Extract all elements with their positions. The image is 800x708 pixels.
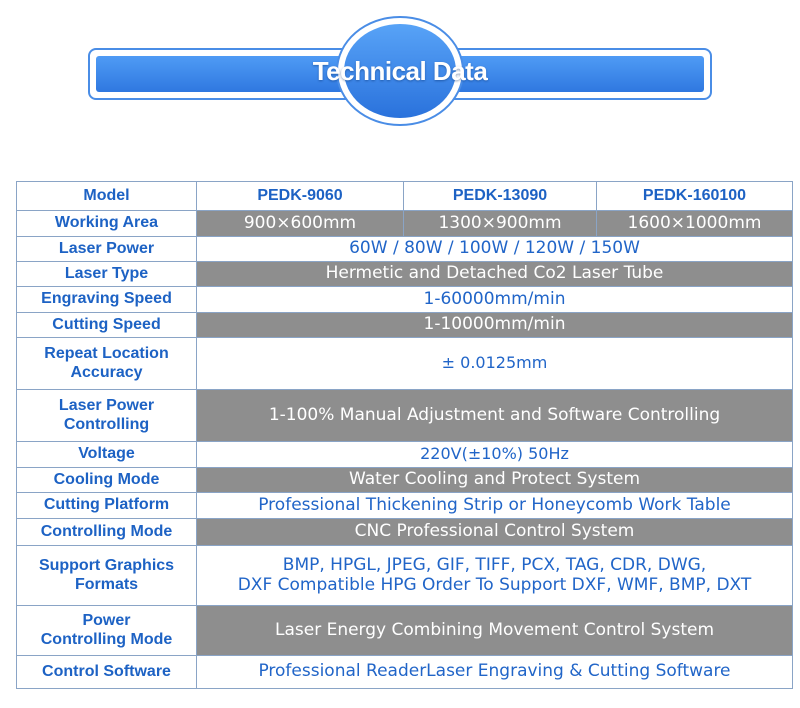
row-repeat-location [17, 338, 793, 390]
controlling-mode-value: CNC Professional Control System [197, 519, 793, 546]
row-laser-type [17, 262, 793, 287]
row-label-line1: Support Graphics [38, 557, 175, 575]
row-cutting-platform [17, 493, 793, 519]
repeat-location-value: ± 0.0125mm [197, 338, 793, 390]
laser-power-value: 60W / 80W / 100W / 120W / 150W [197, 237, 793, 262]
row-voltage [17, 442, 793, 468]
row-label-line1: Repeat Location [44, 345, 169, 363]
graphics-formats-line1: BMP, HPGL, JPEG, GIF, TIFF, PCX, TAG, CDR, DWG, [282, 554, 707, 575]
engraving-speed-value: 1-60000mm/min [197, 287, 793, 313]
row-label: Cooling Mode [17, 468, 197, 493]
model-2: PEDK-13090 [404, 182, 597, 211]
working-area-9060: 900×600mm [197, 211, 404, 237]
laser-power-control-value: 1-100% Manual Adjustment and Software Controlling [197, 390, 793, 442]
graphics-formats-value [197, 546, 793, 606]
row-label: Laser Type [17, 262, 197, 287]
row-power-control-mode [17, 606, 793, 656]
row-label [17, 546, 197, 606]
row-graphics-formats [17, 546, 793, 606]
model-1: PEDK-9060 [197, 182, 404, 211]
row-label: Control Software [17, 656, 197, 689]
row-label: Cutting Speed [17, 313, 197, 338]
row-laser-power-control [17, 390, 793, 442]
control-software-value: Professional ReaderLaser Engraving & Cutting Software [197, 656, 793, 689]
spec-table [16, 181, 793, 689]
cooling-mode-value: Water Cooling and Protect System [197, 468, 793, 493]
cutting-platform-value: Professional Thickening Strip or Honeycomb Work Table [197, 493, 793, 519]
row-working-area [17, 211, 793, 237]
working-area-13090: 1300×900mm [404, 211, 597, 237]
row-controlling-mode [17, 519, 793, 546]
row-cooling-mode [17, 468, 793, 493]
header-row [17, 182, 793, 211]
row-label [17, 606, 197, 656]
row-label: Engraving Speed [17, 287, 197, 313]
working-area-160100: 1600×1000mm [597, 211, 793, 237]
laser-type-value: Hermetic and Detached Co2 Laser Tube [197, 262, 793, 287]
row-label: Cutting Platform [17, 493, 197, 519]
model-3: PEDK-160100 [597, 182, 793, 211]
row-label-line2: Controlling Mode [40, 630, 173, 648]
voltage-value: 220V(±10%) 50Hz [197, 442, 793, 468]
row-label-line2: Accuracy [70, 363, 143, 381]
row-label: Voltage [17, 442, 197, 468]
header-label: Model [17, 182, 197, 211]
row-label: Laser Power [17, 237, 197, 262]
power-control-mode-value: Laser Energy Combining Movement Control System [197, 606, 793, 656]
page-title: Technical Data [312, 56, 488, 86]
row-label-line1: Power [82, 612, 131, 630]
row-laser-power [17, 237, 793, 262]
cutting-speed-value: 1-10000mm/min [197, 313, 793, 338]
row-label [17, 338, 197, 390]
row-label [17, 390, 197, 442]
row-engraving-speed [17, 287, 793, 313]
row-label: Controlling Mode [17, 519, 197, 546]
row-label: Working Area [17, 211, 197, 237]
row-control-software [17, 656, 793, 689]
row-label-line1: Laser Power [58, 397, 155, 415]
row-cutting-speed [17, 313, 793, 338]
graphics-formats-line2: DXF Compatible HPG Order To Support DXF, WMF, BMP, DXT [237, 574, 752, 595]
row-label-line2: Controlling [63, 415, 150, 433]
title-banner [0, 0, 800, 130]
row-label-line2: Formats [74, 575, 139, 593]
